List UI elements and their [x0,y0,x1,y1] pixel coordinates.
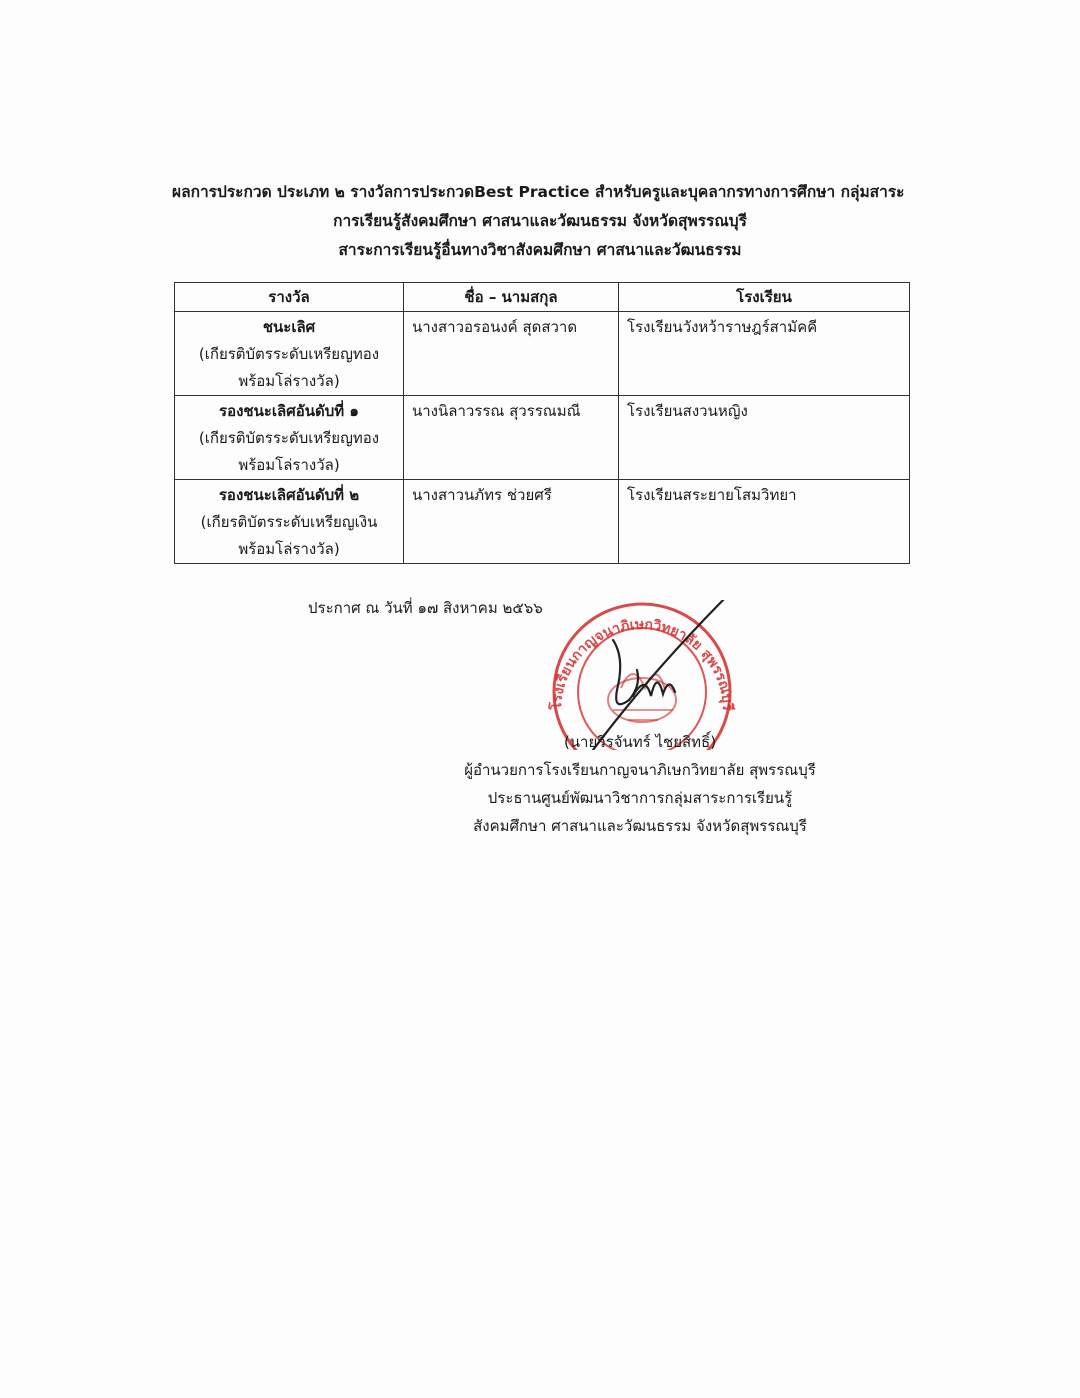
signer-position-3: สังคมศึกษา ศาสนาและวัฒนธรรม จังหวัดสุพรรณบุรี [473,817,807,835]
results-table [174,282,910,564]
heading-line-2: การเรียนรู้สังคมศึกษา ศาสนาและวัฒนธรรม จังหวัดสุพรรณบุรี [333,212,747,230]
signer-position-1: ผู้อำนวยการโรงเรียนกาญจนาภิเษกวิทยาลัย สุพรรณบุรี [464,761,816,779]
header-name: ชื่อ – นามสกุล [404,283,619,312]
award-prize: พร้อมโล่รางวัล) [238,372,340,390]
table-row [175,312,910,396]
signer-position-2: ประธานศูนย์พัฒนาวิชาการกลุ่มสาระการเรียนรู้ [487,789,793,807]
award-prize: พร้อมโล่รางวัล) [238,540,340,558]
table-row [175,480,910,564]
award-cell [175,396,404,480]
award-description: (เกียรติบัตรระดับเหรียญทอง [198,345,380,363]
header-award: รางวัล [175,283,404,312]
award-title: ชนะเลิศ [262,318,316,336]
name-cell: นางนิลาวรรณ สุวรรณมณี [404,396,619,480]
school-cell: โรงเรียนสระยายโสมวิทยา [619,480,910,564]
document-heading [140,178,940,265]
name-cell: นางสาวอรอนงค์ สุดสวาด [404,312,619,396]
signer-name: (นายวีรจันทร์ ไชยสิทธิ์) [563,733,717,751]
header-school: โรงเรียน [619,283,910,312]
table-header-row [175,283,910,312]
school-cell: โรงเรียนวังหว้าราษฎร์สามัคคี [619,312,910,396]
announcement-date: ประกาศ ณ วันที่ ๑๗ สิงหาคม ๒๕๖๖ [308,599,543,617]
signature-block [440,728,840,840]
award-description: (เกียรติบัตรระดับเหรียญทอง [198,429,380,447]
award-title: รองชนะเลิศอันดับที่ ๒ [218,486,360,504]
award-cell [175,480,404,564]
award-title: รองชนะเลิศอันดับที่ ๑ [219,402,359,420]
heading-line-3: สาระการเรียนรู้อื่นทางวิชาสังคมศึกษา ศาสนาและวัฒนธรรม [338,241,742,259]
school-cell: โรงเรียนสงวนหญิง [619,396,910,480]
seal-text: โรงเรียนกาญจนาภิเษกวิทยาลัย สุพรรณบุรี [548,616,736,712]
table-row [175,396,910,480]
award-prize: พร้อมโล่รางวัล) [238,456,340,474]
award-cell [175,312,404,396]
heading-line-1: ผลการประกวด ประเภท ๒ รางวัลการประกวดBest Practice สำหรับครูและบุคลากรทางการศึกษา กลุ่มสาระ [172,183,905,201]
award-description: (เกียรติบัตรระดับเหรียญเงิน [200,513,378,531]
name-cell: นางสาวนภัทร ช่วยศรี [404,480,619,564]
